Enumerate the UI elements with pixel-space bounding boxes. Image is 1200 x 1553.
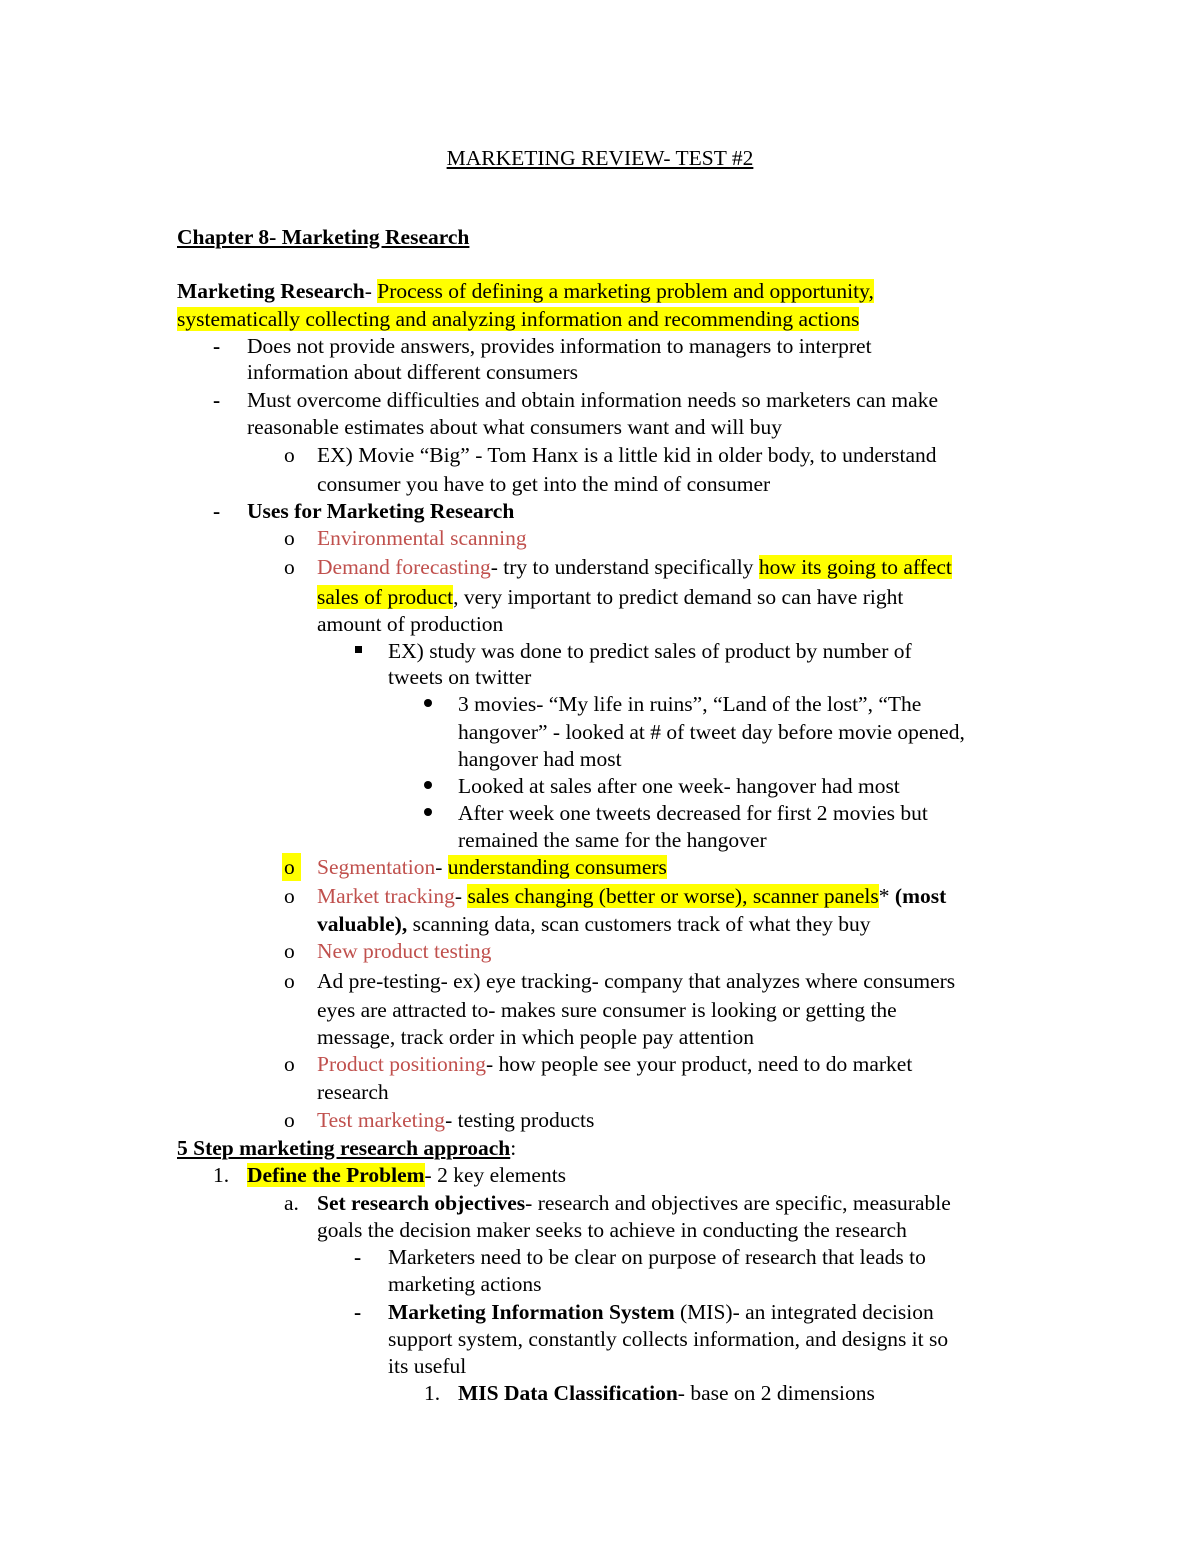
dash-marker: -	[354, 1245, 362, 1269]
mis-line-1	[388, 1298, 934, 1326]
tracking-rest: scanning data, scan customers track of what they buy	[407, 912, 871, 936]
definition-line-1	[177, 277, 874, 305]
demand-highlight-1: how its going to affect	[758, 555, 952, 579]
study-line-1: EX) study was done to predict sales of product by number of	[388, 639, 912, 663]
tracking-highlight: sales changing (better or worse), scanner panels	[467, 884, 879, 908]
round-bullet-icon	[424, 808, 432, 816]
after-week-line-1: After week one tweets decreased for first 2 movies but	[458, 801, 928, 825]
o-marker: o	[284, 555, 295, 579]
uses-heading: Uses for Marketing Research	[247, 499, 515, 523]
use-ad-pretesting-line-2: eyes are attracted to- makes sure consumer is looking or getting the	[317, 998, 897, 1022]
o-marker: o	[284, 1108, 295, 1132]
mis-term: Marketing Information System	[388, 1300, 675, 1324]
movies-line-3: hangover had most	[458, 747, 622, 771]
o-marker: o	[282, 853, 301, 881]
segmentation-highlight: understanding consumers	[447, 855, 667, 879]
chapter-heading: Chapter 8- Marketing Research	[177, 225, 470, 249]
segmentation-sep: -	[435, 855, 448, 879]
o-marker: o	[284, 443, 295, 467]
marketers-line-1: Marketers need to be clear on purpose of research that leads to	[388, 1245, 926, 1269]
bullet-1-line-1: Does not provide answers, provides information to managers to interpret	[247, 334, 872, 358]
definition-text-2: systematically collecting and analyzing information and recommending actions	[177, 307, 860, 331]
bullet-2-example-line-1: EX) Movie “Big” - Tom Hanx is a little kid in older body, to understand	[317, 443, 937, 467]
positioning-rest: - how people see your product, need to do market	[486, 1052, 913, 1076]
demand-rest-2: , very important to predict demand so can have right	[453, 585, 904, 609]
definition-line-2	[177, 305, 859, 333]
tracking-star: *	[878, 884, 895, 908]
use-market-tracking-line-2	[317, 910, 871, 938]
o-marker: o	[284, 939, 295, 963]
use-environmental-scanning: Environmental scanning	[317, 526, 527, 550]
use-ad-pretesting-line-3: message, track order in which people pay attention	[317, 1025, 755, 1049]
tracking-term: Market tracking	[317, 884, 455, 908]
mis-rest: (MIS)- an integrated decision	[674, 1300, 934, 1324]
step-number: 1.	[213, 1163, 230, 1187]
steps-heading: 5 Step marketing research approach	[177, 1136, 511, 1160]
dash-marker: -	[213, 334, 221, 358]
step-1-rest: - 2 key elements	[424, 1163, 567, 1187]
use-segmentation	[317, 853, 667, 881]
bullet-2-line-1: Must overcome difficulties and obtain information needs so marketers can make	[247, 388, 938, 412]
step-letter: a.	[284, 1191, 299, 1215]
tracking-sep: -	[454, 884, 468, 908]
test-marketing-term: Test marketing	[317, 1108, 446, 1132]
after-week-line-2: remained the same for the hangover	[458, 828, 767, 852]
mis-classification-line	[458, 1379, 875, 1407]
bullet-1-line-2: information about different consumers	[247, 360, 578, 384]
use-demand-line-3: amount of production	[317, 612, 504, 636]
definition-text-1: Process of defining a marketing problem and opportunity,	[377, 279, 874, 303]
movies-line-2: hangover” - looked at # of tweet day before movie opened,	[458, 720, 965, 744]
mis-line-2: support system, constantly collects information, and designs it so	[388, 1327, 949, 1351]
round-bullet-icon	[424, 781, 432, 789]
dash-marker: -	[354, 1300, 362, 1324]
document-title: MARKETING REVIEW- TEST #2	[446, 146, 754, 170]
tracking-bold-1: (most	[894, 884, 947, 908]
objectives-term: Set research objectives	[317, 1191, 526, 1215]
test-marketing-rest: - testing products	[445, 1108, 595, 1132]
use-market-tracking-line-1	[317, 882, 946, 910]
use-demand-line-2	[317, 583, 903, 611]
positioning-term: Product positioning	[317, 1052, 487, 1076]
step-1-term: Define the Problem	[247, 1163, 425, 1187]
definition-term: Marketing Research	[177, 279, 365, 303]
use-test-marketing	[317, 1106, 594, 1134]
study-line-2: tweets on twitter	[388, 665, 532, 689]
sub-step-number: 1.	[424, 1381, 441, 1405]
classification-term: MIS Data Classification	[458, 1381, 678, 1405]
steps-colon: :	[510, 1136, 517, 1160]
tracking-bold-2: valuable),	[317, 912, 408, 936]
segmentation-term: Segmentation	[317, 855, 436, 879]
steps-heading-line	[177, 1134, 516, 1162]
square-bullet-icon	[355, 646, 362, 653]
round-bullet-icon	[424, 699, 432, 707]
bullet-2-line-2: reasonable estimates about what consumers want and will buy	[247, 415, 782, 439]
use-ad-pretesting-line-1: Ad pre-testing- ex) eye tracking- company that analyzes where consumers	[317, 969, 956, 993]
objectives-line-1	[317, 1189, 951, 1217]
step-1-line	[247, 1161, 566, 1189]
demand-mid: - try to understand specifically	[490, 555, 759, 579]
use-new-product-testing: New product testing	[317, 939, 492, 963]
o-marker: o	[284, 1052, 295, 1076]
marketers-line-2: marketing actions	[388, 1272, 542, 1296]
use-demand-line-1	[317, 553, 952, 581]
objectives-rest: - research and objectives are specific, measurable	[525, 1191, 951, 1215]
demand-term: Demand forecasting	[317, 555, 491, 579]
dash-marker: -	[213, 499, 221, 523]
use-product-positioning-line-1	[317, 1050, 912, 1078]
o-marker: o	[284, 969, 295, 993]
classification-rest: - base on 2 dimensions	[677, 1381, 875, 1405]
sales-week-line: Looked at sales after one week- hangover had most	[458, 774, 900, 798]
movies-line-1: 3 movies- “My life in ruins”, “Land of the lost”, “The	[458, 692, 922, 716]
demand-highlight-2: sales of product	[317, 585, 454, 609]
o-marker: o	[284, 884, 295, 908]
objectives-line-2: goals the decision maker seeks to achieve in conducting the research	[317, 1218, 907, 1242]
definition-sep: -	[364, 279, 378, 303]
mis-line-3: its useful	[388, 1354, 467, 1378]
dash-marker: -	[213, 388, 221, 412]
use-product-positioning-line-2: research	[317, 1080, 389, 1104]
o-marker: o	[284, 526, 295, 550]
bullet-2-example-line-2: consumer you have to get into the mind of consumer	[317, 472, 771, 496]
